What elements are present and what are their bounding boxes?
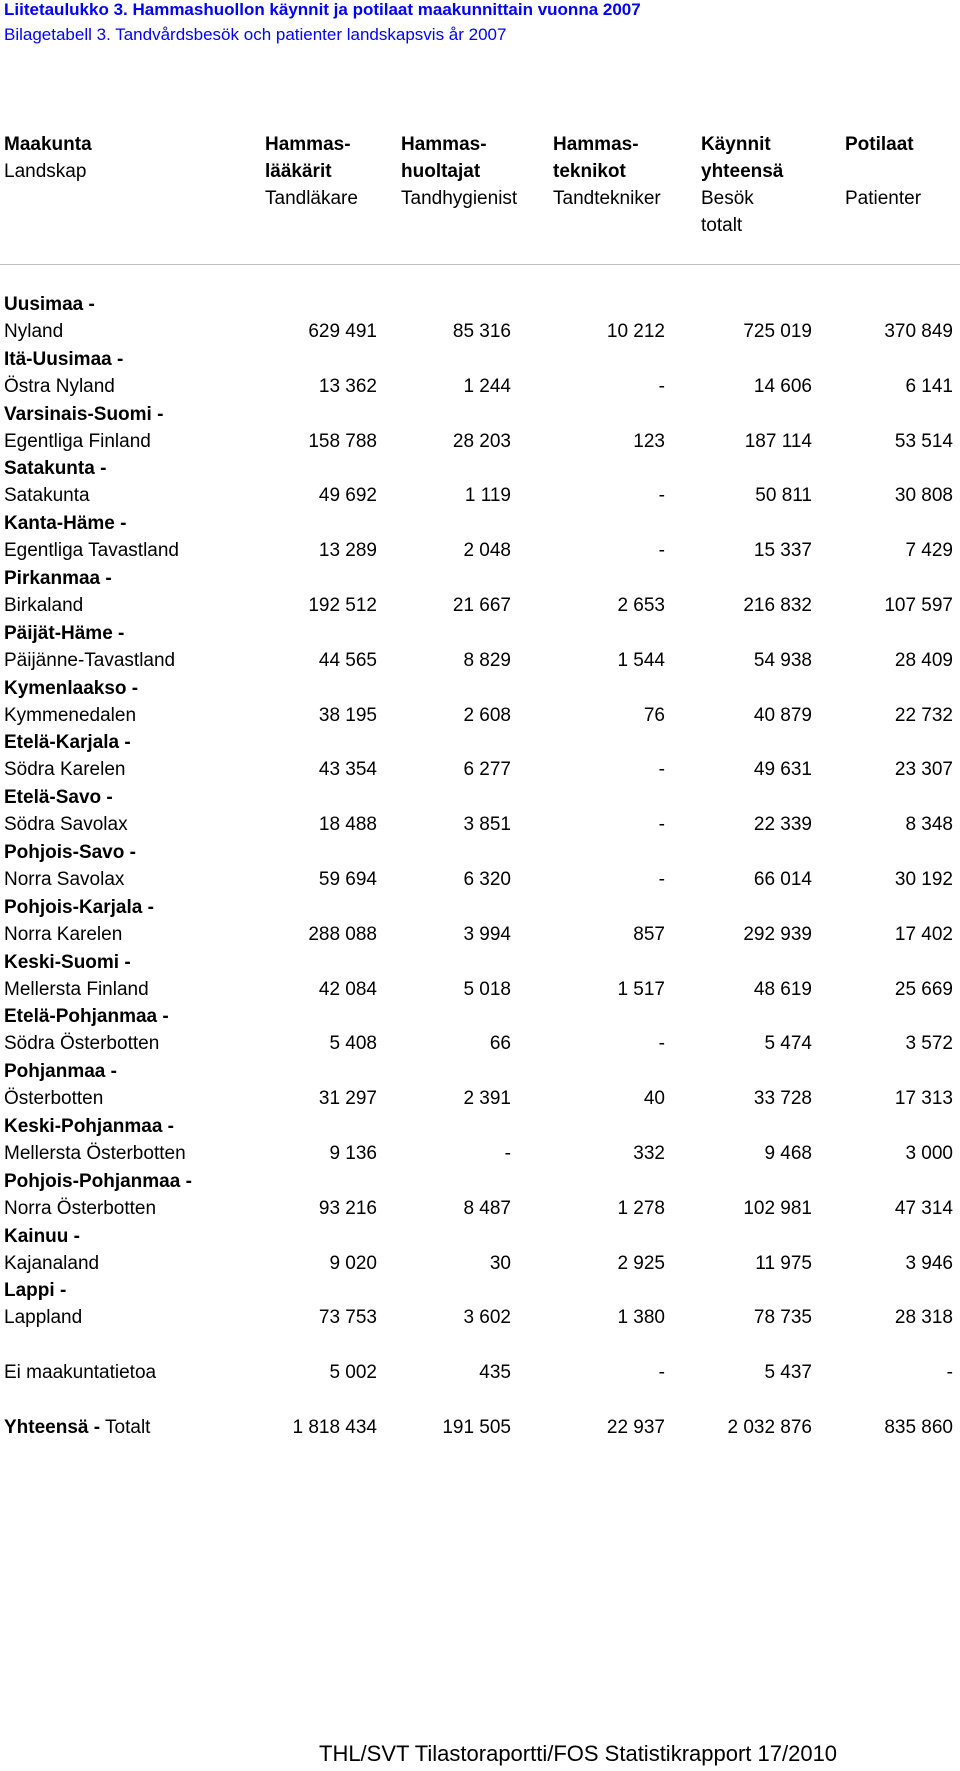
region-name-sv: Södra Österbotten xyxy=(4,1033,160,1054)
cell-patients: 6 141 xyxy=(905,376,953,397)
table-row xyxy=(0,814,960,840)
header-patients-sv: Patienter xyxy=(845,188,922,209)
region-name-fi: Kainuu - xyxy=(4,1226,80,1247)
cell-visits: 102 981 xyxy=(743,1198,812,1219)
region-name-sv: Österbotten xyxy=(4,1088,104,1109)
cell-dentists: 13 289 xyxy=(318,540,377,561)
header-technicians-fi1: Hammas- xyxy=(553,134,639,155)
cell-technicians: 123 xyxy=(633,431,665,452)
cell-hygienists: 6 320 xyxy=(463,869,511,890)
table-row xyxy=(0,759,960,785)
total-label-fi: Yhteensä - xyxy=(4,1417,101,1438)
cell-hygienists: 2 391 xyxy=(463,1088,511,1109)
cell-patients: 3 000 xyxy=(905,1143,953,1164)
cell-patients: 28 318 xyxy=(894,1307,953,1328)
header-technicians-fi2: teknikot xyxy=(553,161,626,182)
header-technicians xyxy=(553,131,661,212)
cell-hygienists: 21 667 xyxy=(452,595,511,616)
cell-dentists: 9 136 xyxy=(329,1143,377,1164)
region-name-sv: Mellersta Österbotten xyxy=(4,1143,186,1164)
region-name-fi: Pohjanmaa - xyxy=(4,1061,117,1082)
cell-technicians: 2 925 xyxy=(617,1253,665,1274)
region-name-sv: Norra Savolax xyxy=(4,869,125,890)
cell-technicians: 1 380 xyxy=(617,1307,665,1328)
region-name-sv: Egentliga Tavastland xyxy=(4,540,179,561)
table-title-fi: Liitetaulukko 3. Hammashuollon käynnit ja potilaat maakunnittain vuonna 2007 xyxy=(4,0,641,19)
cell-hygienists: 2 048 xyxy=(463,540,511,561)
cell-hygienists: 30 xyxy=(489,1253,511,1274)
cell-technicians: - xyxy=(658,814,665,835)
cell-visits: 49 631 xyxy=(753,759,812,780)
cell-dentists: 5 002 xyxy=(329,1362,377,1383)
region-name-fi: Keski-Suomi - xyxy=(4,952,131,973)
region-name-fi: Keski-Pohjanmaa - xyxy=(4,1116,174,1137)
table-row xyxy=(0,1253,960,1279)
cell-hygienists: 3 994 xyxy=(463,924,511,945)
cell-technicians: - xyxy=(658,759,665,780)
header-region xyxy=(4,131,92,185)
cell-patients: 7 429 xyxy=(905,540,953,561)
region-name-fi: Kymenlaakso - xyxy=(4,678,139,699)
table-row xyxy=(0,1198,960,1224)
cell-visits: 66 014 xyxy=(753,869,812,890)
cell-dentists: 42 084 xyxy=(318,979,377,1000)
table-row xyxy=(0,1307,960,1333)
region-name-fi: Etelä-Savo - xyxy=(4,787,113,808)
header-dentists-fi1: Hammas- xyxy=(265,134,351,155)
region-name-sv: Satakunta xyxy=(4,485,90,506)
cell-dentists: 288 088 xyxy=(308,924,377,945)
cell-technicians: 1 517 xyxy=(617,979,665,1000)
header-hygienists-sv: Tandhygienist xyxy=(401,188,518,209)
cell-dentists: 73 753 xyxy=(318,1307,377,1328)
cell-patients: 835 860 xyxy=(884,1417,953,1438)
header-patients-fi: Potilaat xyxy=(845,134,914,155)
cell-visits: 78 735 xyxy=(753,1307,812,1328)
header-visits-fi1: Käynnit xyxy=(701,134,771,155)
table-row-unknown xyxy=(0,1362,960,1388)
region-name-sv: Södra Karelen xyxy=(4,759,126,780)
table-row xyxy=(0,431,960,457)
cell-dentists: 18 488 xyxy=(318,814,377,835)
footer-report-id: THL/SVT Tilastoraportti/FOS Statistikrapport 17/2010 xyxy=(319,1741,838,1766)
cell-technicians: 1 544 xyxy=(617,650,665,671)
region-name-fi: Satakunta - xyxy=(4,458,107,479)
cell-dentists: 31 297 xyxy=(318,1088,377,1109)
region-name-fi: Uusimaa - xyxy=(4,294,95,315)
cell-visits: 22 339 xyxy=(753,814,812,835)
header-divider xyxy=(0,264,960,265)
cell-technicians: 1 278 xyxy=(617,1198,665,1219)
cell-dentists: 1 818 434 xyxy=(292,1417,377,1438)
cell-hygienists: 191 505 xyxy=(442,1417,511,1438)
cell-visits: 54 938 xyxy=(753,650,812,671)
region-name-fi: Itä-Uusimaa - xyxy=(4,349,124,370)
cell-technicians: - xyxy=(658,540,665,561)
header-dentists-fi2: lääkärit xyxy=(265,161,332,182)
cell-visits: 40 879 xyxy=(753,705,812,726)
cell-visits: 2 032 876 xyxy=(727,1417,812,1438)
cell-hygienists: 5 018 xyxy=(463,979,511,1000)
cell-patients: 17 402 xyxy=(894,924,953,945)
cell-hygienists: 1 119 xyxy=(464,485,511,506)
cell-hygienists: - xyxy=(504,1143,511,1164)
cell-hygienists: 1 244 xyxy=(463,376,511,397)
unknown-label: Ei maakuntatietoa xyxy=(4,1362,157,1383)
region-name-fi: Pohjois-Savo - xyxy=(4,842,136,863)
header-visits-sv1: Besök xyxy=(701,188,754,209)
cell-patients: 23 307 xyxy=(894,759,953,780)
cell-technicians: 22 937 xyxy=(606,1417,665,1438)
cell-visits: 216 832 xyxy=(743,595,812,616)
header-region-fi: Maakunta xyxy=(4,134,92,155)
cell-hygienists: 8 829 xyxy=(463,650,511,671)
table-row xyxy=(0,1033,960,1059)
cell-visits: 5 437 xyxy=(764,1362,812,1383)
cell-visits: 48 619 xyxy=(753,979,812,1000)
region-name-fi: Pohjois-Karjala - xyxy=(4,897,154,918)
cell-technicians: - xyxy=(658,869,665,890)
cell-visits: 11 975 xyxy=(755,1253,812,1274)
cell-technicians: 332 xyxy=(633,1143,665,1164)
total-label-sv: Totalt xyxy=(105,1417,151,1438)
table-row xyxy=(0,705,960,731)
region-name-fi: Etelä-Karjala - xyxy=(4,732,131,753)
cell-visits: 14 606 xyxy=(753,376,812,397)
cell-dentists: 158 788 xyxy=(308,431,377,452)
cell-patients: 107 597 xyxy=(884,595,953,616)
region-name-sv: Nyland xyxy=(4,321,64,342)
region-name-sv: Egentliga Finland xyxy=(4,431,151,452)
cell-hygienists: 3 602 xyxy=(463,1307,511,1328)
region-name-sv: Birkaland xyxy=(4,595,84,616)
cell-hygienists: 28 203 xyxy=(452,431,511,452)
cell-technicians: 40 xyxy=(643,1088,665,1109)
cell-patients: 25 669 xyxy=(894,979,953,1000)
region-name-fi: Pirkanmaa - xyxy=(4,568,112,589)
region-name-fi: Kanta-Häme - xyxy=(4,513,127,534)
cell-hygienists: 66 xyxy=(489,1033,511,1054)
cell-technicians: 857 xyxy=(633,924,665,945)
cell-visits: 5 474 xyxy=(764,1033,812,1054)
cell-patients: 47 314 xyxy=(894,1198,953,1219)
region-name-fi: Pohjois-Pohjanmaa - xyxy=(4,1171,192,1192)
table-title-sv: Bilagetabell 3. Tandvårdsbesök och patienter landskapsvis år 2007 xyxy=(4,25,507,44)
cell-dentists: 59 694 xyxy=(318,869,377,890)
table-row xyxy=(0,485,960,511)
region-name-sv: Norra Österbotten xyxy=(4,1198,157,1219)
table-row xyxy=(0,321,960,347)
cell-patients: 8 348 xyxy=(905,814,953,835)
cell-patients: 53 514 xyxy=(894,431,953,452)
header-visits xyxy=(701,131,783,239)
cell-dentists: 93 216 xyxy=(318,1198,377,1219)
cell-dentists: 43 354 xyxy=(318,759,377,780)
cell-technicians: 76 xyxy=(643,705,665,726)
cell-patients: 30 808 xyxy=(894,485,953,506)
cell-hygienists: 8 487 xyxy=(463,1198,511,1219)
cell-dentists: 5 408 xyxy=(329,1033,377,1054)
header-dentists-sv: Tandläkare xyxy=(265,188,358,209)
table-row xyxy=(0,979,960,1005)
cell-visits: 9 468 xyxy=(764,1143,812,1164)
header-hygienists-fi1: Hammas- xyxy=(401,134,487,155)
header-patients xyxy=(845,131,921,212)
table-row xyxy=(0,1143,960,1169)
cell-patients: 28 409 xyxy=(894,650,953,671)
cell-technicians: 2 653 xyxy=(617,595,665,616)
table-row xyxy=(0,540,960,566)
cell-visits: 15 337 xyxy=(753,540,812,561)
cell-dentists: 44 565 xyxy=(318,650,377,671)
cell-patients: 17 313 xyxy=(894,1088,953,1109)
cell-technicians: - xyxy=(658,1033,665,1054)
region-name-sv: Kymmenedalen xyxy=(4,705,137,726)
region-name-fi: Lappi - xyxy=(4,1280,67,1301)
region-name-fi: Varsinais-Suomi - xyxy=(4,404,164,425)
cell-hygienists: 85 316 xyxy=(452,321,511,342)
cell-patients: 3 946 xyxy=(905,1253,953,1274)
table-row-total xyxy=(0,1417,960,1443)
cell-visits: 187 114 xyxy=(744,431,812,452)
cell-dentists: 13 362 xyxy=(318,376,377,397)
cell-dentists: 629 491 xyxy=(308,321,377,342)
table-row xyxy=(0,1088,960,1114)
table-row xyxy=(0,869,960,895)
cell-hygienists: 3 851 xyxy=(463,814,511,835)
cell-patients: 370 849 xyxy=(884,321,953,342)
cell-visits: 50 811 xyxy=(755,485,812,506)
table-row xyxy=(0,595,960,621)
cell-dentists: 38 195 xyxy=(318,705,377,726)
cell-dentists: 49 692 xyxy=(318,485,377,506)
cell-patients: - xyxy=(946,1362,953,1383)
region-name-fi: Etelä-Pohjanmaa - xyxy=(4,1006,169,1027)
table-row xyxy=(0,924,960,950)
region-name-sv: Mellersta Finland xyxy=(4,979,149,1000)
cell-dentists: 9 020 xyxy=(329,1253,377,1274)
header-visits-fi2: yhteensä xyxy=(701,161,784,182)
header-hygienists-fi2: huoltajat xyxy=(401,161,481,182)
region-name-sv: Södra Savolax xyxy=(4,814,128,835)
region-name-fi: Päijät-Häme - xyxy=(4,623,125,644)
region-name-sv: Norra Karelen xyxy=(4,924,123,945)
header-hygienists xyxy=(401,131,517,212)
cell-visits: 33 728 xyxy=(753,1088,812,1109)
cell-hygienists: 435 xyxy=(479,1362,511,1383)
cell-technicians: - xyxy=(658,485,665,506)
region-name-sv: Lappland xyxy=(4,1307,83,1328)
cell-technicians: - xyxy=(658,376,665,397)
region-name-sv: Östra Nyland xyxy=(4,376,115,397)
header-region-sv: Landskap xyxy=(4,161,87,182)
cell-patients: 3 572 xyxy=(905,1033,953,1054)
cell-patients: 22 732 xyxy=(894,705,953,726)
cell-hygienists: 2 608 xyxy=(463,705,511,726)
cell-dentists: 192 512 xyxy=(308,595,377,616)
cell-hygienists: 6 277 xyxy=(463,759,511,780)
cell-visits: 292 939 xyxy=(743,924,812,945)
total-label xyxy=(4,1417,150,1439)
region-name-sv: Päijänne-Tavastland xyxy=(4,650,176,671)
cell-technicians: 10 212 xyxy=(606,321,665,342)
table-row xyxy=(0,650,960,676)
cell-patients: 30 192 xyxy=(894,869,953,890)
cell-visits: 725 019 xyxy=(743,321,812,342)
header-technicians-sv: Tandtekniker xyxy=(553,188,661,209)
header-visits-sv2: totalt xyxy=(701,215,743,236)
table-row xyxy=(0,376,960,402)
cell-technicians: - xyxy=(658,1362,665,1383)
header-dentists xyxy=(265,131,358,212)
region-name-sv: Kajanaland xyxy=(4,1253,100,1274)
